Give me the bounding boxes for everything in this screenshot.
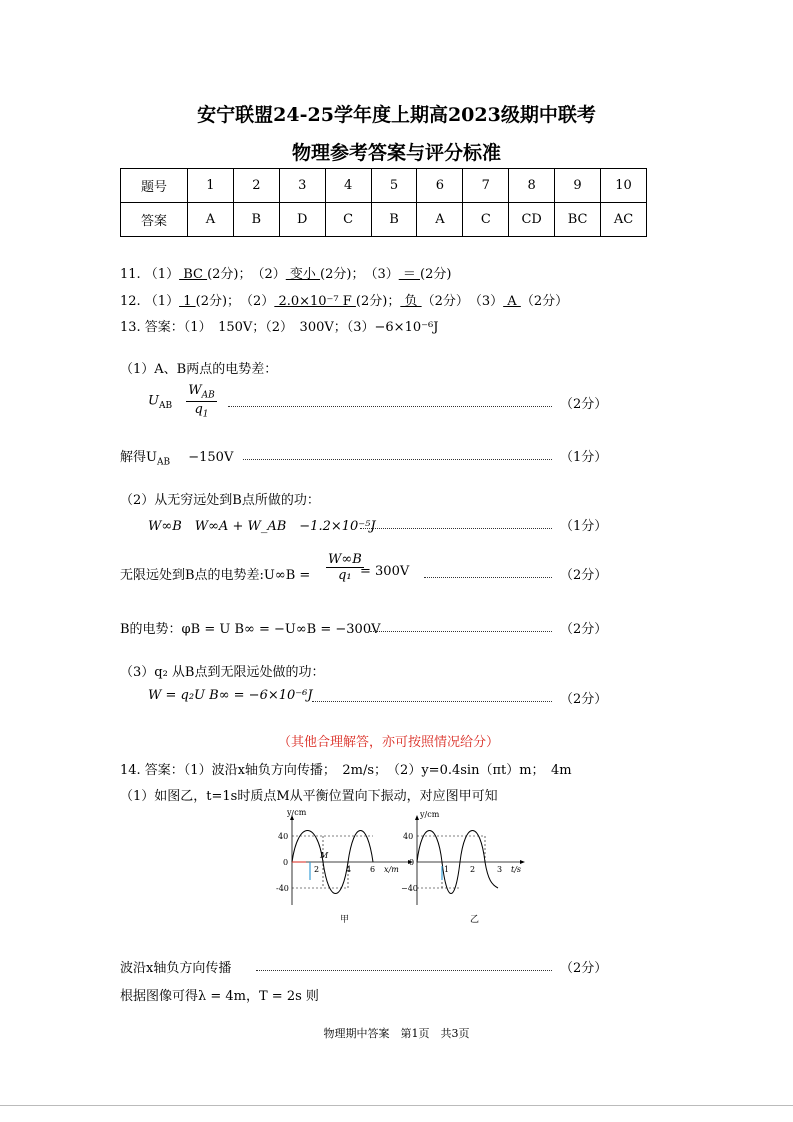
q11-line bbox=[120, 263, 451, 282]
page-subtitle: 物理参考答案与评分标准 bbox=[291, 142, 501, 164]
tick-label: 6 bbox=[370, 865, 376, 874]
q12-prefix: 12. （1） bbox=[120, 294, 180, 309]
q12-score-3: （2分） （3） bbox=[421, 294, 504, 309]
q13-formula-1 bbox=[148, 383, 217, 419]
leader-dots bbox=[424, 577, 552, 578]
denominator-subscript: 1 bbox=[202, 409, 209, 420]
table-header-cell: 答案 bbox=[121, 203, 188, 237]
q12-answer-2: 2.0×10⁻⁷ F bbox=[274, 294, 356, 309]
left-caption: 甲 bbox=[340, 915, 350, 925]
table-cell: 7 bbox=[463, 169, 509, 203]
tick-label: 40 bbox=[403, 832, 414, 841]
left-ylabel: y/cm bbox=[287, 810, 307, 817]
q11-answer-2: 变小 bbox=[285, 267, 321, 282]
right-xlabel: t/s bbox=[511, 865, 522, 874]
score-label: （2分） bbox=[560, 397, 608, 412]
solve-value: −150V bbox=[188, 450, 234, 465]
tick-label: 0 bbox=[283, 858, 289, 867]
table-cell: B bbox=[371, 203, 417, 237]
wave-graph-right bbox=[401, 810, 525, 925]
fraction-numerator: W∞B bbox=[328, 552, 362, 567]
q11-answer-1: BC bbox=[179, 267, 208, 282]
answer-table bbox=[120, 168, 647, 237]
table-cell: BC bbox=[555, 203, 601, 237]
tick-label: 1 bbox=[444, 865, 450, 874]
table-cell: C bbox=[463, 203, 509, 237]
score-label: （2分） bbox=[560, 622, 608, 637]
q13-work-expr: W∞B W∞A + W_AB −1.2×10⁻⁵J bbox=[148, 519, 376, 534]
solve-label: 解得U bbox=[120, 450, 157, 465]
q12-score-2: (2分)； bbox=[355, 294, 401, 309]
tick-label: 2 bbox=[470, 865, 476, 874]
table-row-answers bbox=[121, 203, 647, 237]
right-ylabel: y/cm bbox=[420, 810, 440, 819]
tick-label: 2 bbox=[314, 865, 320, 874]
score-label: （2分） bbox=[560, 692, 608, 707]
numerator-subscript: AB bbox=[201, 390, 215, 401]
score-label: （1分） bbox=[560, 519, 608, 534]
q12-score-1: (2分)； （2） bbox=[195, 294, 275, 309]
q14-wave-direction: 波沿x轴负方向传播 bbox=[120, 961, 232, 976]
q12-answer-4: A bbox=[503, 294, 521, 309]
table-row-numbers bbox=[121, 169, 647, 203]
tick-label: 3 bbox=[497, 865, 503, 874]
q13-b-potential: B的电势：φB = U B∞ = −U∞B = −300V bbox=[120, 622, 381, 637]
q13-solve bbox=[120, 446, 233, 468]
right-caption: 乙 bbox=[470, 915, 480, 925]
score-label: （2分） bbox=[560, 961, 608, 976]
table-cell: 3 bbox=[279, 169, 325, 203]
q13-part1-title: （1）A、B两点的电势差： bbox=[120, 362, 278, 377]
table-cell: 6 bbox=[417, 169, 463, 203]
formula-fraction bbox=[186, 383, 217, 419]
formula-subscript: AB bbox=[158, 401, 173, 412]
tick-label: 4 bbox=[346, 865, 352, 874]
table-cell: 2 bbox=[233, 169, 279, 203]
score-label: （1分） bbox=[560, 450, 608, 465]
solve-subscript: AB bbox=[156, 457, 171, 468]
leader-dots bbox=[312, 701, 552, 702]
tick-label: 40 bbox=[278, 832, 289, 841]
q13-answer: 13. 答案：（1） 150V；（2） 300V；（3）−6×10⁻⁶J bbox=[120, 320, 439, 335]
table-cell: 9 bbox=[555, 169, 601, 203]
q12-answer-3: 负 bbox=[400, 294, 422, 309]
q13-part2-title: （2）从无穷远处到B点所做的功： bbox=[120, 493, 320, 508]
leader-dots bbox=[243, 459, 552, 460]
q11-score-3: (2分) bbox=[420, 267, 452, 282]
q13-infinity-value: = 300V bbox=[360, 564, 410, 579]
t-axis-arrow-icon bbox=[520, 860, 525, 864]
tick-label: −40 bbox=[401, 884, 418, 893]
point-label: M bbox=[320, 851, 329, 860]
wave-figures bbox=[270, 810, 540, 930]
left-xlabel: x/m bbox=[384, 865, 399, 874]
table-cell: 10 bbox=[601, 169, 647, 203]
table-header-cell: 题号 bbox=[121, 169, 188, 203]
q12-answer-1: 1 bbox=[179, 294, 196, 309]
fraction-denominator: q₁ bbox=[338, 568, 352, 583]
q13-infinity-label: 无限远处到B点的电势差:U∞B = bbox=[120, 568, 311, 583]
y-axis-arrow-icon bbox=[415, 815, 419, 820]
q11-score-2: (2分)； （3） bbox=[320, 267, 399, 282]
table-cell: D bbox=[279, 203, 325, 237]
q14-answer: 14. 答案：（1）波沿x轴负方向传播； 2m/s； （2）y=0.4sin（πt）m； 4m bbox=[120, 763, 572, 778]
grading-note: （其他合理解答，亦可按照情况给分） bbox=[278, 735, 500, 750]
q13-part3-title: （3）q₂ 从B点到无限远处做的功： bbox=[120, 665, 325, 680]
leader-dots bbox=[256, 970, 552, 971]
table-cell: C bbox=[325, 203, 371, 237]
fraction-numerator: W bbox=[188, 383, 202, 398]
tick-label: -40 bbox=[276, 884, 289, 893]
table-cell: A bbox=[188, 203, 234, 237]
leader-dots bbox=[370, 631, 552, 632]
table-cell: 5 bbox=[371, 169, 417, 203]
score-label: （2分） bbox=[560, 568, 608, 583]
fraction-denominator: q bbox=[194, 401, 203, 417]
q12-score-4: （2分） bbox=[520, 294, 569, 309]
table-cell: A bbox=[417, 203, 463, 237]
table-cell: 4 bbox=[325, 169, 371, 203]
q11-prefix: 11. （1） bbox=[120, 267, 180, 282]
page-title: 安宁联盟24-25学年度上期高2023级期中联考 bbox=[197, 104, 596, 126]
q11-answer-3: ＝ bbox=[398, 267, 420, 282]
q14-part1: （1）如图乙，t=1s时质点M从平衡位置向下振动，对应图甲可知 bbox=[120, 789, 498, 804]
q13-infinity-fraction bbox=[326, 552, 364, 583]
q13-work3-expr: W = q₂U B∞ = −6×10⁻⁶J bbox=[148, 688, 313, 703]
table-cell: 8 bbox=[509, 169, 555, 203]
q11-score-1: (2分)； （2） bbox=[207, 267, 286, 282]
table-cell: AC bbox=[601, 203, 647, 237]
bottom-divider bbox=[0, 1105, 793, 1106]
formula-fraction bbox=[326, 552, 364, 583]
formula-symbol: U bbox=[148, 393, 159, 409]
table-cell: CD bbox=[509, 203, 555, 237]
table-cell: B bbox=[233, 203, 279, 237]
table-cell: 1 bbox=[188, 169, 234, 203]
leader-dots bbox=[228, 406, 552, 407]
q14-from-graph: 根据图像可得λ = 4m，T = 2s 则 bbox=[120, 989, 319, 1004]
q12-line bbox=[120, 290, 568, 309]
wave-graph-left bbox=[276, 810, 413, 925]
tick-label: 0 bbox=[409, 858, 415, 867]
leader-dots bbox=[360, 528, 552, 529]
page-footer: 物理期中答案 第1页 共3页 bbox=[323, 1027, 470, 1040]
